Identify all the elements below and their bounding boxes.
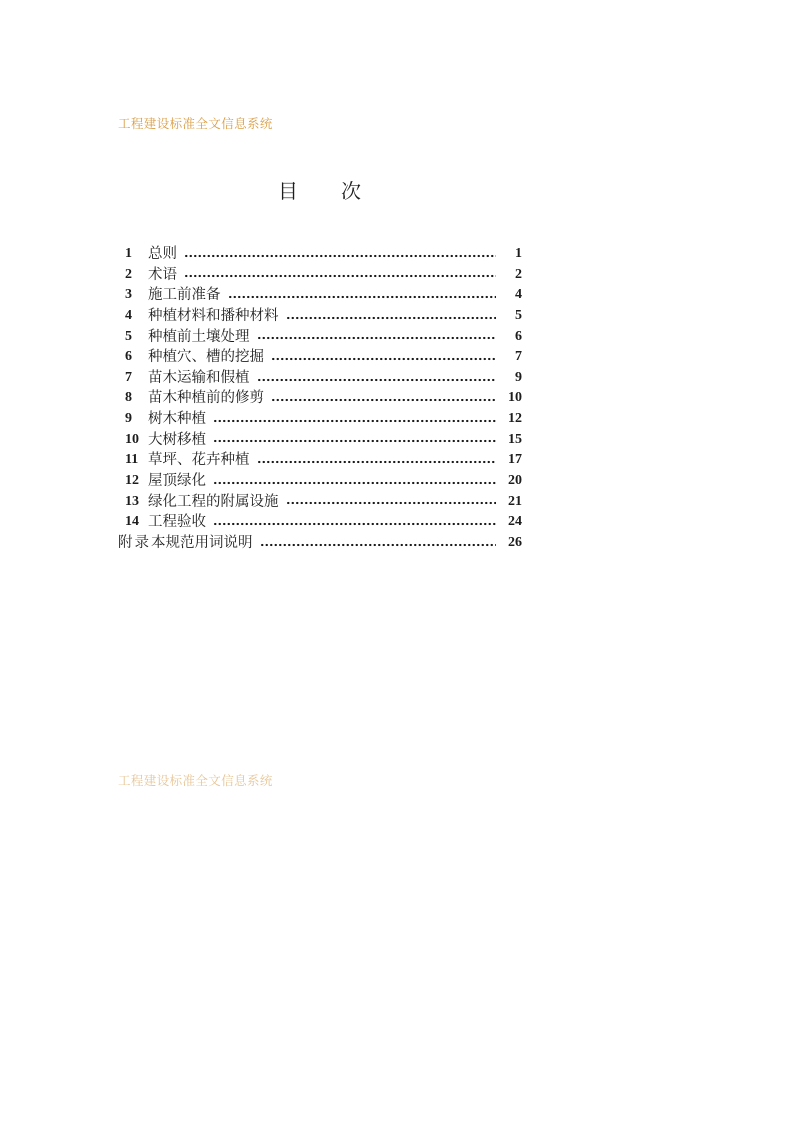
toc-entry-page: 2 (515, 266, 522, 282)
toc-entry-title: 屋顶绿化 (148, 473, 206, 490)
toc-leader-dots (257, 327, 497, 348)
toc-entry-number: 8 (125, 390, 132, 406)
toc-leader-dots (228, 285, 497, 306)
toc-entry-title: 树木种植 (148, 411, 206, 428)
toc-row (118, 450, 522, 471)
toc-leader-dots (257, 450, 497, 471)
toc-entry-number: 附录 (118, 534, 151, 551)
toc-entry-page: 10 (508, 390, 522, 406)
toc-entry-number: 12 (125, 473, 139, 489)
watermark-top: 工程建设标准全文信息系统 (118, 117, 273, 131)
toc-entry-number: 4 (125, 307, 132, 323)
toc-entry-page: 5 (515, 307, 522, 323)
toc-entry-number: 7 (125, 369, 132, 385)
toc-leader-dots (213, 471, 496, 492)
toc-leader-dots (213, 430, 496, 451)
toc-entry-number: 10 (125, 431, 139, 447)
toc-row (118, 368, 522, 389)
toc-entry-title: 苗木运输和假植 (148, 369, 250, 386)
toc-row (118, 388, 522, 409)
toc-row (118, 265, 522, 286)
toc-entry-title: 术语 (148, 266, 177, 283)
toc-leader-dots (257, 368, 497, 389)
toc-entry-title: 种植材料和播种材料 (148, 307, 279, 324)
toc-entry-title: 苗木种植前的修剪 (148, 390, 264, 407)
toc-entry-title: 大树移植 (148, 431, 206, 448)
toc-entry-title: 施工前准备 (148, 287, 221, 304)
toc-entry-number: 3 (125, 287, 132, 303)
toc-row (118, 492, 522, 513)
toc-entry-title: 工程验收 (148, 514, 206, 531)
toc-leader-dots (286, 492, 497, 513)
toc-entry-page: 17 (508, 452, 522, 468)
page-title: 目 次 (278, 181, 362, 203)
toc-entry-title: 草坪、花卉种植 (148, 452, 250, 469)
toc-leader-dots (184, 265, 496, 286)
toc-entry-number: 13 (125, 493, 139, 509)
toc-entry-number: 1 (125, 246, 132, 261)
toc-entry-title: 本规范用词说明 (151, 534, 253, 551)
toc-entry-number: 11 (125, 452, 139, 468)
toc-entry-title: 总则 (148, 246, 177, 262)
toc-row (118, 512, 522, 533)
watermark-bottom: 工程建设标准全文信息系统 (118, 774, 273, 788)
toc-entry-page: 1 (515, 246, 522, 261)
toc-entry-page: 7 (515, 349, 522, 365)
toc-entry-page: 6 (515, 328, 522, 344)
toc-leader-dots (260, 533, 497, 554)
toc-leader-dots (213, 512, 496, 533)
toc-row (118, 533, 522, 554)
toc-entry-page: 4 (515, 287, 522, 303)
toc-entry-title: 种植前土壤处理 (148, 328, 250, 345)
toc-row (118, 471, 522, 492)
toc-entry-number: 9 (125, 411, 132, 427)
toc-entry-page: 24 (508, 514, 522, 530)
toc-entry-number: 2 (125, 266, 132, 282)
toc-row (118, 430, 522, 451)
toc-leader-dots (271, 388, 496, 409)
toc-entry-number: 5 (125, 328, 132, 344)
toc-row (118, 327, 522, 348)
toc-entry-number: 14 (125, 514, 139, 530)
toc-leader-dots (271, 347, 496, 368)
toc-entry-title: 绿化工程的附属设施 (148, 493, 279, 510)
toc-entry-title: 种植穴、槽的挖掘 (148, 349, 264, 366)
toc-row (118, 285, 522, 306)
toc-entry-page: 20 (508, 473, 522, 489)
toc-entry-page: 12 (508, 411, 522, 427)
toc-entry-page: 9 (515, 369, 522, 385)
toc-leader-dots (286, 306, 497, 327)
toc-entry-page: 26 (508, 534, 522, 550)
toc-row (118, 244, 522, 265)
toc-entry-page: 15 (508, 431, 522, 447)
table-of-contents (118, 244, 522, 554)
toc-leader-dots (184, 244, 496, 265)
toc-row (118, 347, 522, 368)
toc-leader-dots (213, 409, 496, 430)
toc-entry-number: 6 (125, 349, 132, 365)
toc-row (118, 306, 522, 327)
toc-row (118, 409, 522, 430)
toc-entry-page: 21 (508, 493, 522, 509)
